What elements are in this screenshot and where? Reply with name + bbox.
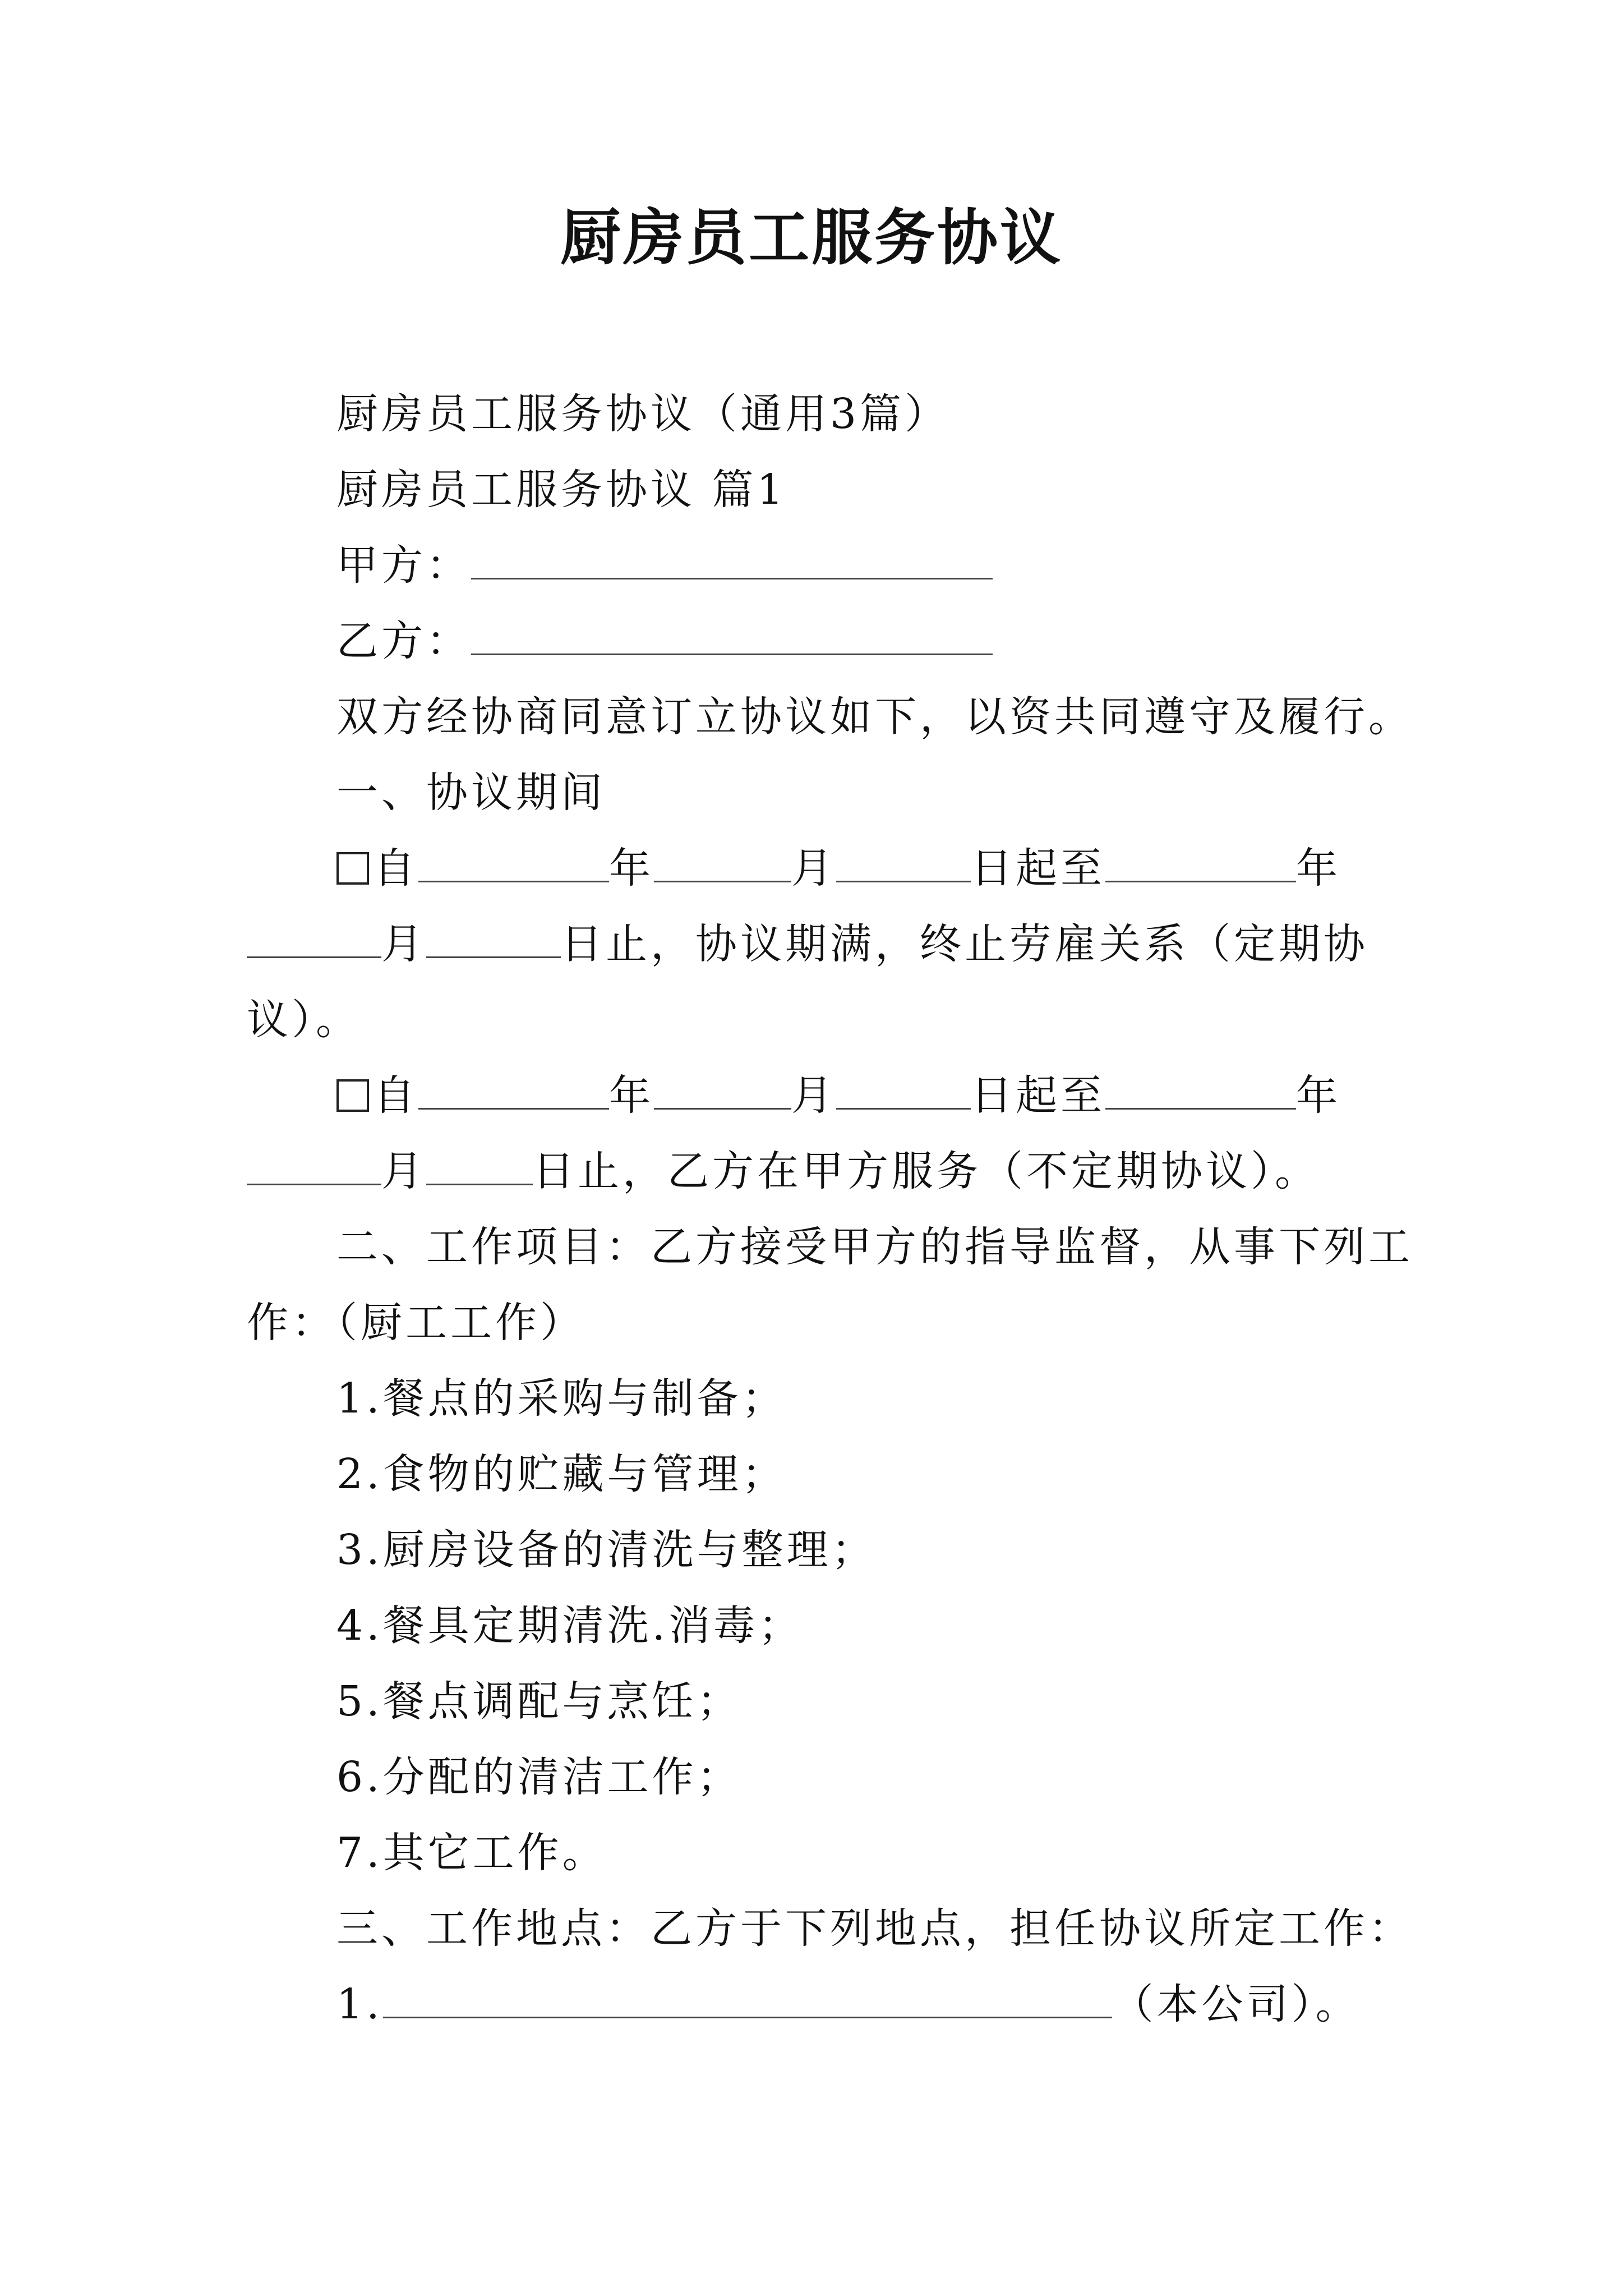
fixed-term-line-3: 议）。 bbox=[247, 996, 361, 1044]
work-item: 1.餐点的采购与制备； bbox=[336, 1374, 787, 1423]
party-b-line bbox=[336, 613, 993, 669]
term-heading: 一、协议期间 bbox=[336, 769, 606, 817]
open-term-line-1: 自 年 月 日起至 年 bbox=[336, 1068, 1341, 1124]
document-subtitle: 厨房员工服务协议（通用3篇） bbox=[336, 390, 950, 438]
party-a-label: 甲方： bbox=[336, 541, 471, 590]
location-blank bbox=[383, 1977, 1112, 2018]
section-heading: 厨房员工服务协议 篇1 bbox=[336, 466, 787, 514]
work-item: 3.厨房设备的清洗与整理； bbox=[336, 1526, 877, 1574]
party-b-blank bbox=[471, 614, 993, 655]
work-item: 4.餐具定期清洗.消毒； bbox=[336, 1602, 804, 1650]
location-heading: 三、工作地点：乙方于下列地点，担任协议所定工作： bbox=[336, 1904, 1413, 1953]
fixed-term-start-day-blank bbox=[836, 841, 971, 882]
open-term-end-year-blank bbox=[1105, 1069, 1296, 1110]
fixed-term-end-month-blank bbox=[247, 917, 381, 958]
location-item: 1. （本公司）。 bbox=[336, 1976, 1361, 2032]
party-a-line bbox=[336, 537, 993, 593]
work-item: 2.食物的贮藏与管理； bbox=[336, 1450, 787, 1498]
work-item: 6.分配的清洁工作； bbox=[336, 1753, 742, 1801]
fixed-term-line-2: 月 日止，协议期满，终止劳雇关系（定期协 bbox=[247, 916, 1368, 972]
open-term-start-day-blank bbox=[836, 1069, 971, 1110]
party-a-blank bbox=[471, 539, 993, 579]
fixed-term-end-year-blank bbox=[1105, 841, 1296, 882]
open-term-checkbox[interactable] bbox=[336, 1079, 369, 1112]
work-item: 7.其它工作。 bbox=[336, 1829, 607, 1877]
work-items-heading-line-1: 二、工作项目：乙方接受甲方的指导监督，从事下列工 bbox=[336, 1223, 1413, 1271]
document-title: 厨房员工服务协议 bbox=[560, 203, 1063, 273]
open-term-end-month-blank bbox=[247, 1144, 381, 1185]
party-b-label: 乙方： bbox=[336, 617, 471, 665]
open-term-start-year-blank bbox=[418, 1069, 609, 1110]
work-item: 5.餐点调配与烹饪； bbox=[336, 1677, 742, 1726]
fixed-term-checkbox[interactable] bbox=[336, 852, 369, 885]
fixed-term-end-day-blank bbox=[426, 917, 561, 958]
fixed-term-line-1: 自 年 月 日起至 年 bbox=[336, 840, 1341, 896]
intro-paragraph: 双方经协商同意订立协议如下，以资共同遵守及履行。 bbox=[336, 693, 1413, 741]
open-term-end-day-blank bbox=[426, 1144, 533, 1185]
open-term-start-month-blank bbox=[654, 1069, 791, 1110]
open-term-line-2: 月 日止，乙方在甲方服务（不定期协议）。 bbox=[247, 1143, 1320, 1199]
fixed-term-start-year-blank bbox=[418, 841, 609, 882]
fixed-term-start-month-blank bbox=[654, 841, 791, 882]
work-items-heading-line-2: 作：（厨工工作） bbox=[247, 1299, 585, 1347]
